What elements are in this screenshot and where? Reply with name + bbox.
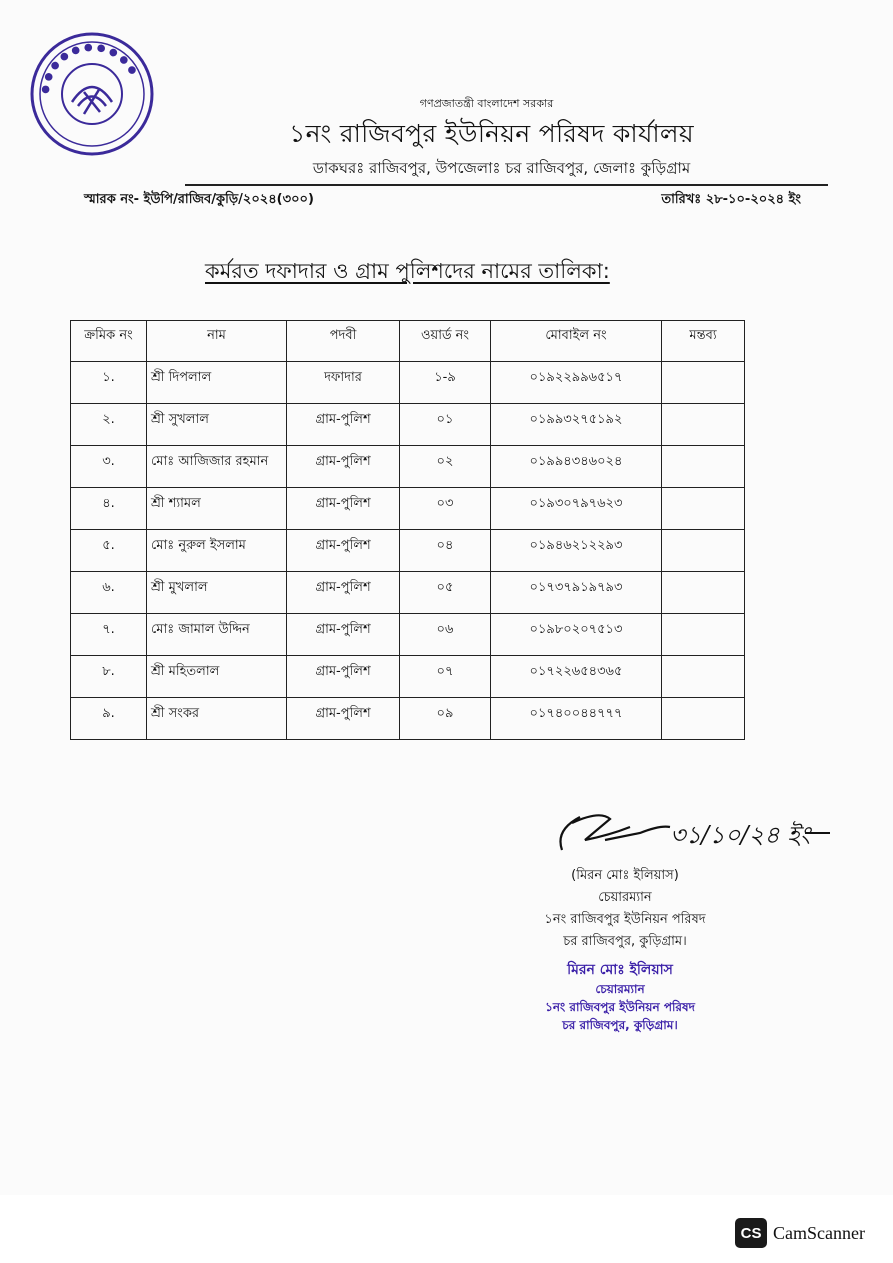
cell-ward: ০৯ xyxy=(400,698,491,740)
col-remarks: মন্তব্য xyxy=(662,321,745,362)
cell-designation: গ্রাম-পুলিশ xyxy=(287,698,400,740)
cell-designation: গ্রাম-পুলিশ xyxy=(287,656,400,698)
table-row xyxy=(71,614,745,656)
cell-serial: ৮. xyxy=(71,656,147,698)
document-date: তারিখঃ ২৮-১০-২০২৪ ইং xyxy=(661,192,801,207)
signatory-office: ১নং রাজিবপুর ইউনিয়ন পরিষদ xyxy=(544,912,706,927)
cell-ward: ০৫ xyxy=(400,572,491,614)
handwritten-signature xyxy=(550,805,840,861)
cell-ward: ০৩ xyxy=(400,488,491,530)
signatory-designation: চেয়ারম্যান xyxy=(598,890,652,905)
cell-remarks xyxy=(662,530,745,572)
cell-serial: ৯. xyxy=(71,698,147,740)
cell-remarks xyxy=(662,362,745,404)
col-ward: ওয়ার্ড নং xyxy=(400,321,491,362)
signatory-name: (মিরন মোঃ ইলিয়াস) xyxy=(571,868,679,883)
svg-text:● ● ● ● ● ● ● ● ● ●: ● ● ● ● ● ● ● ● ● ● xyxy=(39,41,139,95)
col-serial: ক্রমিক নং xyxy=(71,321,147,362)
cell-name: মোঃ জামাল উদ্দিন xyxy=(147,614,287,656)
cell-serial: ২. xyxy=(71,404,147,446)
table-row xyxy=(71,362,745,404)
cell-serial: ৬. xyxy=(71,572,147,614)
cell-name: শ্রী সুখলাল xyxy=(147,404,287,446)
police-list-table xyxy=(70,320,745,740)
cell-mobile: ০১৯২২৯৯৬৫১৭ xyxy=(491,362,662,404)
document-title: কর্মরত দফাদার ও গ্রাম পুলিশদের নামের তালিকা: xyxy=(205,259,610,283)
cell-remarks xyxy=(662,488,745,530)
cell-designation: গ্রাম-পুলিশ xyxy=(287,446,400,488)
cell-designation: গ্রাম-পুলিশ xyxy=(287,488,400,530)
table-row xyxy=(71,530,745,572)
cell-designation: গ্রাম-পুলিশ xyxy=(287,530,400,572)
chairman-stamp xyxy=(525,960,715,1034)
cell-ward: ০৪ xyxy=(400,530,491,572)
office-address: ডাকঘরঃ রাজিবপুর, উপজেলাঃ চর রাজিবপুর, জেলাঃ কুড়িগ্রাম xyxy=(312,159,691,177)
signature-date: ৩১/১০/২৪ ইং xyxy=(670,821,811,849)
cell-mobile: ০১৯৩০৭৯৭৬২৩ xyxy=(491,488,662,530)
cell-designation: গ্রাম-পুলিশ xyxy=(287,572,400,614)
cell-name: মোঃ আজিজার রহমান xyxy=(147,446,287,488)
header-divider xyxy=(185,184,828,186)
col-name: নাম xyxy=(147,321,287,362)
cell-remarks xyxy=(662,404,745,446)
cell-mobile: ০১৯৮০২০৭৫১৩ xyxy=(491,614,662,656)
government-label: গণপ্রজাতন্ত্রী বাংলাদেশ সরকার xyxy=(419,97,554,110)
cell-remarks xyxy=(662,446,745,488)
col-mobile: মোবাইল নং xyxy=(491,321,662,362)
col-designation: পদবী xyxy=(287,321,400,362)
stamp-line: চেয়ারম্যান xyxy=(595,982,645,996)
cell-mobile: ০১৭২২৬৫৪৩৬৫ xyxy=(491,656,662,698)
table-row xyxy=(71,698,745,740)
cell-remarks xyxy=(662,656,745,698)
cell-remarks xyxy=(662,698,745,740)
cell-mobile: ০১৯৪৬২১২২৯৩ xyxy=(491,530,662,572)
cell-ward: ১-৯ xyxy=(400,362,491,404)
cell-ward: ০৬ xyxy=(400,614,491,656)
stamp-line: ১নং রাজিবপুর ইউনিয়ন পরিষদ xyxy=(545,1000,695,1014)
cell-ward: ০৭ xyxy=(400,656,491,698)
table-row xyxy=(71,488,745,530)
table-row xyxy=(71,446,745,488)
camscanner-label: CamScanner xyxy=(773,1222,865,1243)
cell-serial: ৪. xyxy=(71,488,147,530)
cell-mobile: ০১৯৯৩২৭৫১৯২ xyxy=(491,404,662,446)
cell-designation: গ্রাম-পুলিশ xyxy=(287,404,400,446)
cell-serial: ৭. xyxy=(71,614,147,656)
cell-serial: ৩. xyxy=(71,446,147,488)
table-header-row xyxy=(71,321,745,362)
cell-mobile: ০১৭৩৭৯১৯৭৯৩ xyxy=(491,572,662,614)
cell-serial: ১. xyxy=(71,362,147,404)
stamp-line: চর রাজিবপুর, কুড়িগ্রাম। xyxy=(562,1018,678,1032)
cell-ward: ০১ xyxy=(400,404,491,446)
cell-name: শ্রী মহিতলাল xyxy=(147,656,287,698)
cell-mobile: ০১৯৯৪৩৪৬০২৪ xyxy=(491,446,662,488)
signatory-block xyxy=(500,865,750,953)
cell-ward: ০২ xyxy=(400,446,491,488)
cell-name: মোঃ নুরুল ইসলাম xyxy=(147,530,287,572)
cell-remarks xyxy=(662,572,745,614)
cell-mobile: ০১৭৪০০৪৪৭৭৭ xyxy=(491,698,662,740)
cell-serial: ৫. xyxy=(71,530,147,572)
cell-name: শ্রী মুখলাল xyxy=(147,572,287,614)
cell-name: শ্রী সংকর xyxy=(147,698,287,740)
camscanner-logo-icon: CS xyxy=(735,1218,767,1248)
office-title: ১নং রাজিবপুর ইউনিয়ন পরিষদ কার্যালয় xyxy=(289,119,694,148)
memo-number: স্মারক নং- ইউপি/রাজিব/কুড়ি/২০২৪(৩০০) xyxy=(84,192,314,207)
stamp-line: মিরন মোঃ ইলিয়াস xyxy=(567,962,673,978)
table-row xyxy=(71,404,745,446)
camscanner-watermark xyxy=(735,1218,865,1248)
cell-designation: গ্রাম-পুলিশ xyxy=(287,614,400,656)
table-row xyxy=(71,656,745,698)
cell-name: শ্রী শ্যামল xyxy=(147,488,287,530)
cell-remarks xyxy=(662,614,745,656)
cell-designation: দফাদার xyxy=(287,362,400,404)
cell-name: শ্রী দিপলাল xyxy=(147,362,287,404)
signatory-location: চর রাজিবপুর, কুড়িগ্রাম। xyxy=(563,934,687,949)
table-row xyxy=(71,572,745,614)
